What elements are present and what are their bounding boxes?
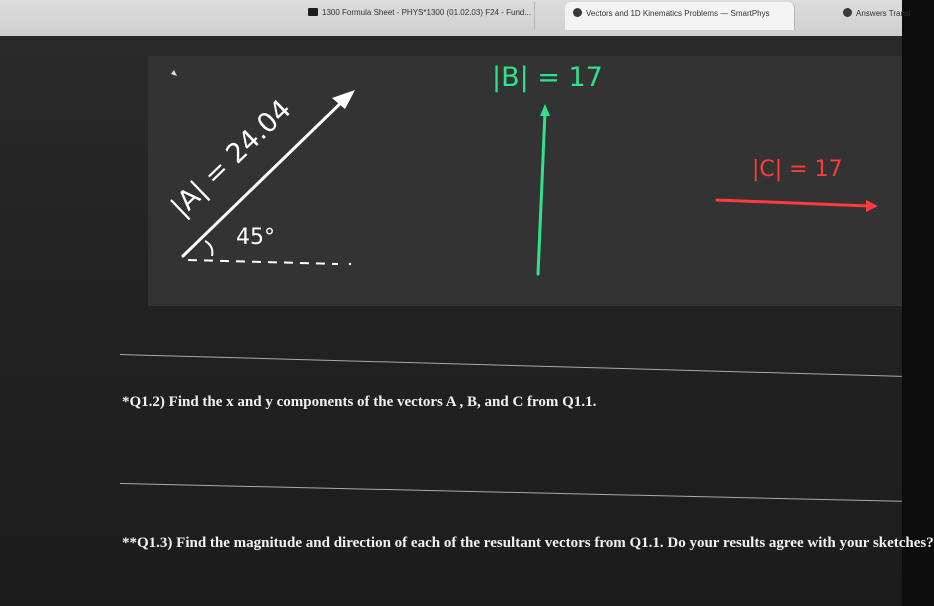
vector-b-arrowhead — [540, 104, 550, 116]
vector-b-label: |B| = 17 — [492, 62, 603, 93]
globe-icon — [843, 8, 852, 17]
vector-c-line — [717, 200, 868, 206]
vector-b — [492, 62, 603, 274]
angle-arc — [205, 241, 212, 256]
reference-dot — [349, 263, 351, 265]
reference-dashed-line — [188, 260, 338, 264]
page-content — [0, 36, 934, 606]
vector-diagram — [0, 36, 902, 606]
vector-c-label: |C| = 17 — [752, 157, 843, 182]
globe-icon — [573, 8, 582, 17]
tab-smartphys[interactable] — [565, 2, 795, 30]
vector-b-line — [538, 112, 545, 274]
tab-label: Answers Transl — [856, 9, 911, 18]
tab-label: Vectors and 1D Kinematics Problems — SmartPhys — [586, 9, 770, 18]
angle-label: 45° — [236, 225, 275, 250]
vector-a — [165, 90, 355, 265]
document-icon — [308, 8, 318, 16]
vector-c-arrowhead — [866, 200, 878, 212]
tab-answers[interactable] — [835, 2, 911, 30]
question-q1-3: **Q1.3) Find the magnitude and direction of each of the resultant vectors from Q1.1. Do your results agree with your sketches? — [122, 535, 934, 551]
cursor-icon — [171, 70, 177, 76]
vector-a-label: |A| = 24.04 — [165, 93, 298, 224]
question-q1-2: *Q1.2) Find the x and y components of the vectors A , B, and C from Q1.1. — [122, 394, 597, 410]
vector-c — [717, 157, 878, 212]
tab-formula-sheet[interactable] — [300, 2, 535, 30]
browser-tab-bar — [0, 0, 911, 37]
tab-label: 1300 Formula Sheet - PHYS*1300 (01.02.03) F24 - Fund... — [322, 8, 532, 17]
